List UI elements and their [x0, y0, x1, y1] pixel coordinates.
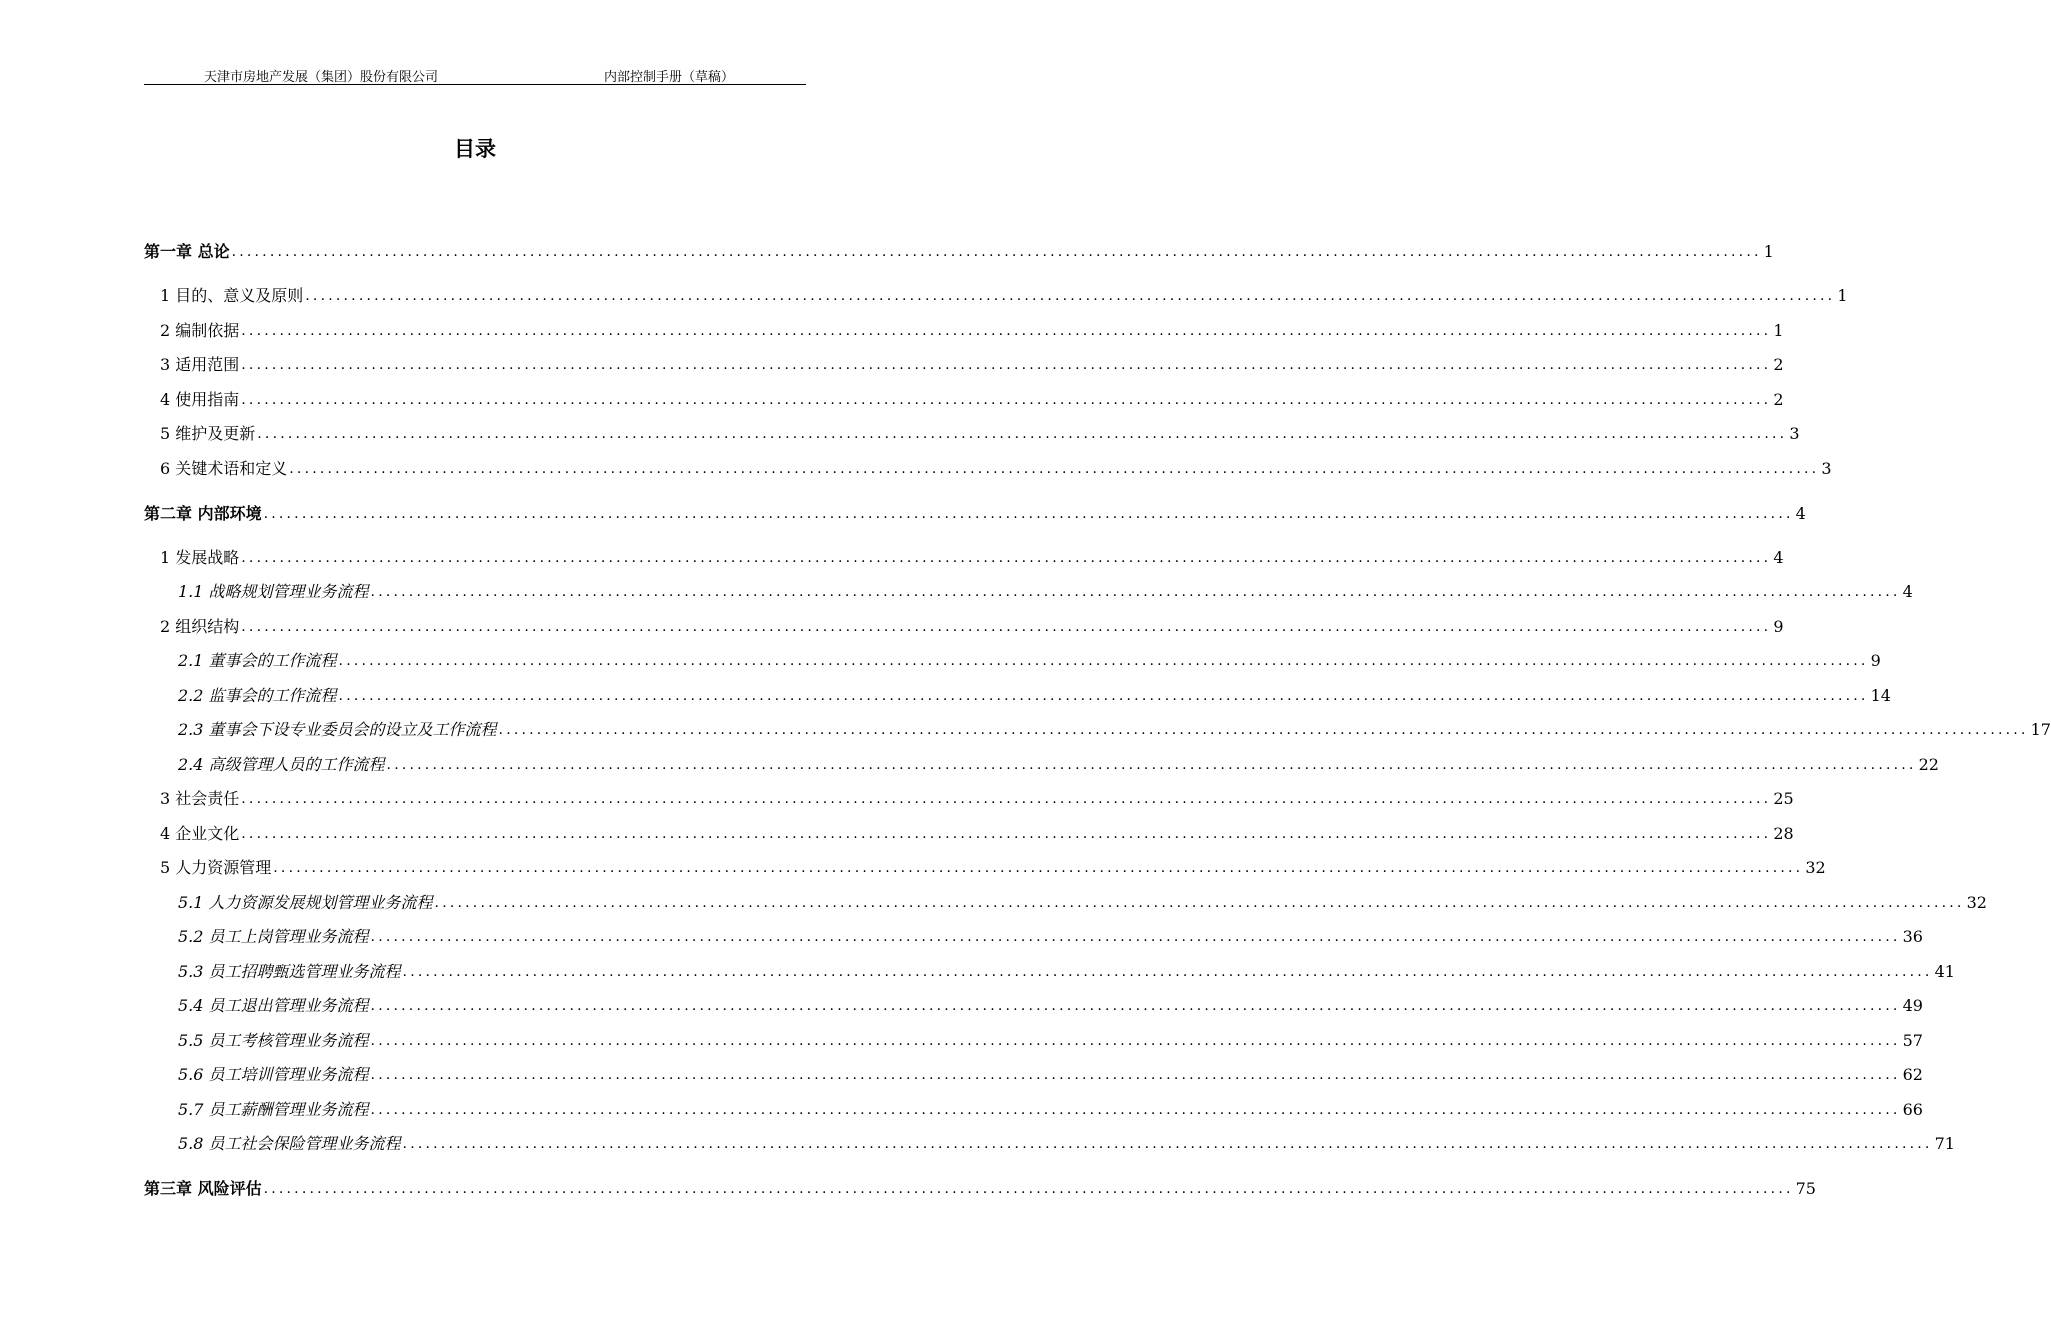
toc-entry[interactable]: 5.7 员工薪酬管理业务流程 ........................................................................................................................................................................................................ 66 [178, 1100, 1923, 1119]
toc-page-number: 3 [1789, 424, 1800, 443]
toc-page-number: 14 [1870, 686, 1891, 705]
toc-entry[interactable]: 2 编制依据 ........................................................................................................................................................................................................ 1 [160, 321, 1784, 340]
toc-page-number: 2 [1773, 355, 1784, 374]
toc-entry[interactable]: 5 人力资源管理 ........................................................................................................................................................................................................ 32 [160, 858, 1826, 877]
toc-page-number: 75 [1795, 1179, 1816, 1198]
toc-entry-chapter-2[interactable]: 第二章 内部环境 ........................................................................................................................................................................................................ 4 [144, 504, 1806, 523]
toc-page-number: 71 [1934, 1134, 1955, 1153]
toc-page-number: 4 [1795, 504, 1806, 523]
toc-entry[interactable]: 1 目的、意义及原则 ........................................................................................................................................................................................................ 1 [160, 286, 1848, 305]
toc-entry[interactable]: 5 维护及更新 ........................................................................................................................................................................................................ 3 [160, 424, 1800, 443]
toc-page-number: 1 [1837, 286, 1848, 305]
toc-page-number: 57 [1902, 1031, 1923, 1050]
toc-page-number: 62 [1902, 1065, 1923, 1084]
toc-page-number: 4 [1773, 548, 1784, 567]
toc-entry[interactable]: 2.3 董事会下设专业委员会的设立及工作流程 ........................................................................................................................................................................................................ 17 [178, 720, 2051, 739]
toc-page-number: 2 [1773, 390, 1784, 409]
toc-entry[interactable]: 2.4 高级管理人员的工作流程 ........................................................................................................................................................................................................ 22 [178, 755, 1939, 774]
toc-entry[interactable]: 5.3 员工招聘甄选管理业务流程 ........................................................................................................................................................................................................ 41 [178, 962, 1955, 981]
toc-entry[interactable]: 5.6 员工培训管理业务流程 ........................................................................................................................................................................................................ 62 [178, 1065, 1923, 1084]
header-doc-title: 内部控制手册（草稿） [604, 70, 735, 85]
toc-page-number: 32 [1966, 893, 1987, 912]
toc-page-number: 9 [1773, 617, 1784, 636]
toc-page-number: 1 [1763, 242, 1774, 261]
toc-entry[interactable]: 4 企业文化 ........................................................................................................................................................................................................ 28 [160, 824, 1794, 843]
toc-page-number: 25 [1773, 789, 1794, 808]
page-header [144, 64, 806, 85]
toc-entry[interactable]: 1.1 战略规划管理业务流程 ........................................................................................................................................................................................................ 4 [178, 582, 1913, 601]
toc-entry-chapter-1[interactable]: 第一章 总论 ........................................................................................................................................................................................................ 1 [144, 242, 1774, 261]
toc-entry[interactable]: 5.8 员工社会保险管理业务流程 ........................................................................................................................................................................................................ 71 [178, 1134, 1955, 1153]
toc-page-number: 32 [1805, 858, 1826, 877]
page-title: 目录 [454, 137, 496, 161]
toc-entry[interactable]: 4 使用指南 ........................................................................................................................................................................................................ 2 [160, 390, 1784, 409]
toc-entry[interactable]: 6 关键术语和定义 ........................................................................................................................................................................................................ 3 [160, 459, 1832, 478]
toc-page-number: 41 [1934, 962, 1955, 981]
toc-page-number: 4 [1902, 582, 1913, 601]
header-company: 天津市房地产发展（集团）股份有限公司 [204, 70, 439, 85]
toc-page-number: 66 [1902, 1100, 1923, 1119]
toc-entry[interactable]: 5.1 人力资源发展规划管理业务流程 ........................................................................................................................................................................................................ 32 [178, 893, 1987, 912]
toc-page-number: 9 [1870, 651, 1881, 670]
toc-entry[interactable]: 3 社会责任 ........................................................................................................................................................................................................ 25 [160, 789, 1794, 808]
toc-page-number: 36 [1902, 927, 1923, 946]
toc-entry[interactable]: 2 组织结构 ........................................................................................................................................................................................................ 9 [160, 617, 1784, 636]
toc-entry[interactable]: 5.2 员工上岗管理业务流程 ........................................................................................................................................................................................................ 36 [178, 927, 1923, 946]
toc-page-number: 3 [1821, 459, 1832, 478]
toc-page-number: 22 [1918, 755, 1939, 774]
toc-entry[interactable]: 5.5 员工考核管理业务流程 ........................................................................................................................................................................................................ 57 [178, 1031, 1923, 1050]
toc-entry[interactable]: 2.2 监事会的工作流程 ........................................................................................................................................................................................................ 14 [178, 686, 1891, 705]
toc-page-number: 28 [1773, 824, 1794, 843]
toc-entry-chapter-3[interactable]: 第三章 风险评估 ........................................................................................................................................................................................................ 75 [144, 1179, 1816, 1198]
toc-page-number: 49 [1902, 996, 1923, 1015]
toc-entry[interactable]: 3 适用范围 ........................................................................................................................................................................................................ 2 [160, 355, 1784, 374]
toc-entry[interactable]: 1 发展战略 ........................................................................................................................................................................................................ 4 [160, 548, 1784, 567]
toc-page-number: 17 [2030, 720, 2051, 739]
toc-entry[interactable]: 2.1 董事会的工作流程 ........................................................................................................................................................................................................ 9 [178, 651, 1881, 670]
toc-entry[interactable]: 5.4 员工退出管理业务流程 ........................................................................................................................................................................................................ 49 [178, 996, 1923, 1015]
toc-page-number: 1 [1773, 321, 1784, 340]
